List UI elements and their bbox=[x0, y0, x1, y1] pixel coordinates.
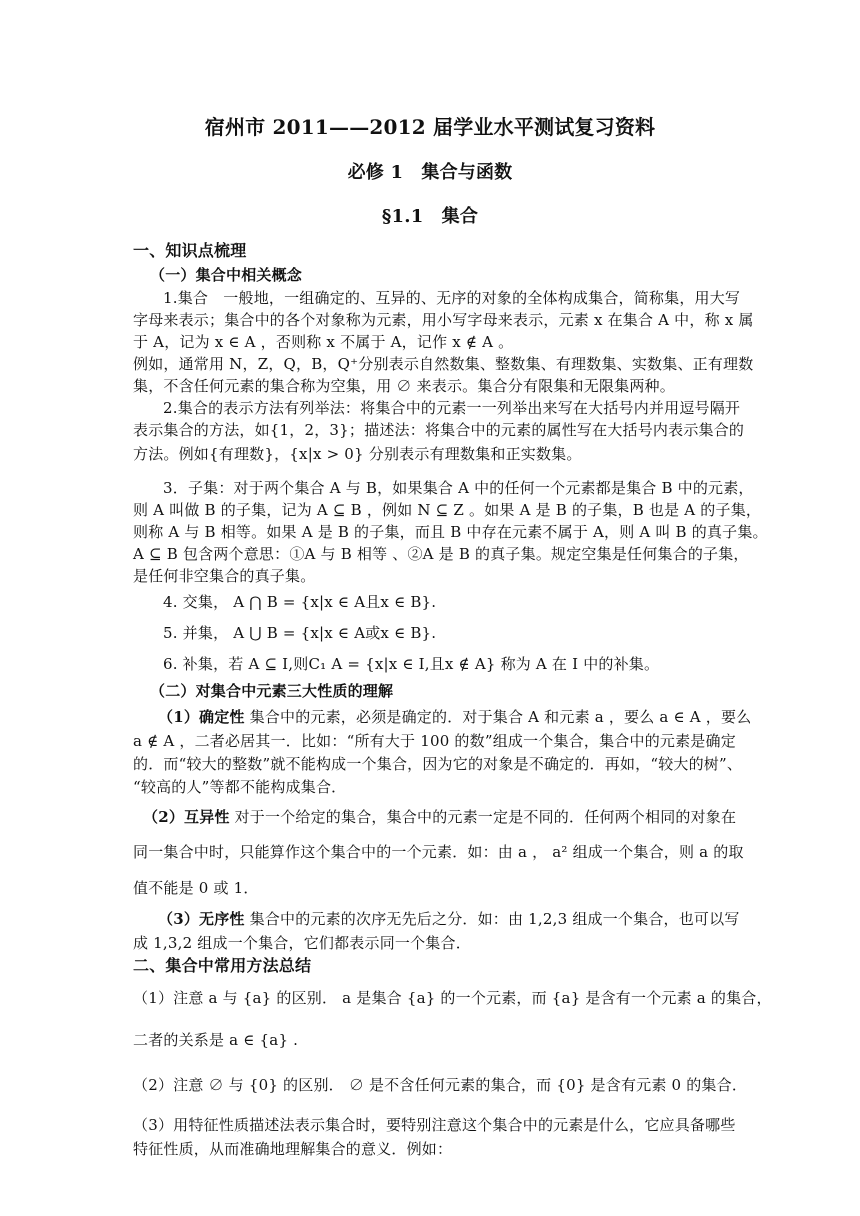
para-line: 3．子集：对于两个集合 A 与 B，如果集合 A 中的任何一个元素都是集合 B 中的元素， bbox=[163, 479, 754, 497]
para-line: 2.集合的表示方法有列举法：将集合中的元素一一列举出来写在大括号内并用逗号隔开 bbox=[163, 399, 741, 417]
document-title: 宿州市 2011——2012 届学业水平测试复习资料 bbox=[204, 115, 656, 139]
para-line: 于 A，记为 x ∈ A ，否则称 x 不属于 A，记作 x ∉ A 。 bbox=[133, 333, 514, 351]
para-line: 1.集合 一般地，一组确定的、互异的、无序的对象的全体构成集合，简称集，用大写 bbox=[163, 289, 741, 307]
property-1-text: 集合中的元素，必须是确定的．对于集合 A 和元素 a ，要么 a ∈ A ，要么 bbox=[244, 708, 752, 726]
para-line: a ∉ A ，二者必居其一．比如：“所有大于 100 的数”组成一个集合，集合中的元素是确定 bbox=[133, 732, 736, 750]
para-line: A ⊆ B 包含两个意思：①A 与 B 相等 、②A 是 B 的真子集。规定空集是任何集合的子集， bbox=[133, 545, 749, 563]
para-line: 例如，通常用 N，Z，Q，B，Q⁺分别表示自然数集、整数集、有理数集、实数集、正有理数 bbox=[133, 355, 754, 373]
para-line: 表示集合的方法，如{1，2，3}；描述法：将集合中的元素的属性写在大括号内表示集合的 bbox=[133, 421, 745, 439]
property-3-label: （3）无序性 bbox=[158, 910, 245, 928]
method-2-line: （2）注意 ∅ 与 {0} 的区别． ∅ 是不含任何元素的集合，而 {0} 是含有元素 0 的集合． bbox=[133, 1076, 748, 1094]
part1-sub1-heading: （一）集合中相关概念 bbox=[150, 266, 303, 284]
property-2-label: （2）互异性 bbox=[143, 808, 230, 826]
method-3-line: 特征性质，从而准确地理解集合的意义．例如： bbox=[133, 1140, 453, 1158]
part1-heading: 一、知识点梳理 bbox=[133, 241, 247, 260]
para-line: 成 1,3,2 组成一个集合，它们都表示同一个集合． bbox=[133, 934, 471, 952]
property-3-line bbox=[158, 908, 740, 930]
property-1-line bbox=[158, 706, 751, 728]
para-line: “较高的人”等都不能构成集合． bbox=[133, 778, 347, 796]
union-definition: 5. 并集， A ⋃ B = {x|x ∈ A或x ∈ B}. bbox=[163, 624, 437, 642]
para-line: 同一集合中时，只能算作这个集合中的一个元素．如：由 a ， a² 组成一个集合，则 a 的取 bbox=[133, 843, 744, 861]
method-1-line: 二者的关系是 a ∈ {a} . bbox=[133, 1031, 299, 1049]
part2-heading: 二、集合中常用方法总结 bbox=[133, 956, 312, 975]
property-1-label: （1）确定性 bbox=[158, 708, 245, 726]
para-line: 的．而“较大的整数”就不能构成一个集合，因为它的对象是不确定的．再如，“较大的树”、 bbox=[133, 755, 743, 773]
method-3-line: （3）用特征性质描述法表示集合时，要特别注意这个集合中的元素是什么，它应具备哪些 bbox=[133, 1116, 736, 1134]
chapter-subtitle: 必修 1 集合与函数 bbox=[347, 162, 513, 183]
para-line: 集，不含任何元素的集合称为空集，用 ∅ 来表示。集合分有限集和无限集两种。 bbox=[133, 377, 675, 395]
intersection-definition: 4. 交集， A ⋂ B = {x|x ∈ A且x ∈ B}. bbox=[163, 593, 437, 611]
para-line: 则称 A 与 B 相等。如果 A 是 B 的子集，而且 B 中存在元素不属于 A，则 A 叫 B 的真子集。 bbox=[133, 523, 768, 541]
property-3-text: 集合中的元素的次序无先后之分．如：由 1,2,3 组成一个集合，也可以写 bbox=[244, 910, 740, 928]
property-2-text: 对于一个给定的集合，集合中的元素一定是不同的．任何两个相同的对象在 bbox=[229, 808, 737, 826]
para-line: 是任何非空集合的真子集。 bbox=[133, 567, 316, 585]
complement-definition: 6. 补集，若 A ⊆ I,则C₁ A = {x|x ∈ I,且x ∉ A} 称为 A 在 I 中的补集。 bbox=[163, 655, 660, 673]
para-line: 则 A 叫做 B 的子集，记为 A ⊆ B ，例如 N ⊆ Z 。如果 A 是 B 的子集，B 也是 A 的子集， bbox=[133, 501, 762, 519]
para-line: 值不能是 0 或 1． bbox=[133, 879, 259, 897]
part1-sub2-heading: （二）对集合中元素三大性质的理解 bbox=[150, 682, 394, 700]
para-line: 字母来表示；集合中的各个对象称为元素，用小写字母来表示，元素 x 在集合 A 中，称 x 属 bbox=[133, 311, 754, 329]
property-2-line bbox=[143, 806, 736, 828]
section-heading: §1.1 集合 bbox=[381, 206, 479, 227]
para-line: 方法。例如{有理数}，{x|x > 0} 分别表示有理数集和正实数集。 bbox=[133, 445, 582, 463]
method-1-line: （1）注意 a 与 {a} 的区别． a 是集合 {a} 的一个元素，而 {a} 是含有一个元素 a 的集合， bbox=[133, 989, 772, 1007]
